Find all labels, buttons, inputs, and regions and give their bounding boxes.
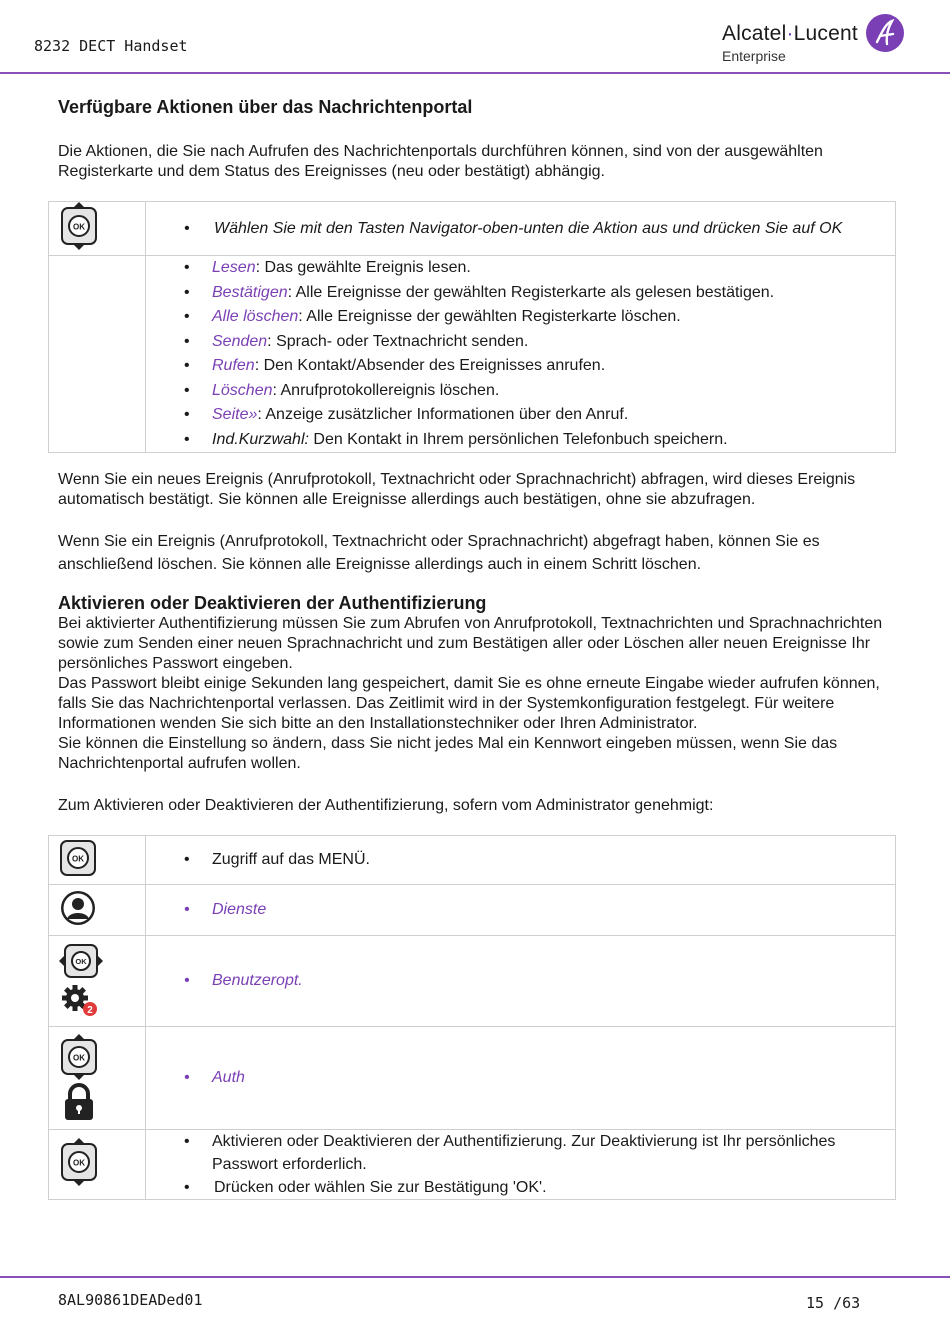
step-services: • Dienste <box>146 900 885 920</box>
lock-icon <box>59 1082 99 1122</box>
auth-body-3: Sie können die Einstellung so ändern, dass Sie nicht jedes Mal ein Kennwort eingeben müssen, wenn Sie das Nachrichtenportal aufrufen wollen. <box>58 735 838 772</box>
action-item: • Rufen: Den Kontakt/Absender des Ereignisses anrufen. <box>146 354 885 379</box>
step-confirm: • Drücken oder wählen Sie zur Bestätigung 'OK'. <box>146 1176 885 1199</box>
paragraph-delete: Wenn Sie ein Ereignis (Anrufprotokoll, Textnachricht oder Sprachnachricht) abgefragt haben, können Sie es anschließend löschen. Sie können alle Ereignisse allerdings auch in einem Schritt löschen. <box>58 533 820 573</box>
icon-cell <box>49 1027 146 1130</box>
action-item: • Ind.Kurzwahl: Den Kontakt in Ihrem persönlichen Telefonbuch speichern. <box>146 428 885 453</box>
step-user-options: • Benutzeropt. <box>146 971 885 991</box>
contact-person-icon <box>59 889 97 927</box>
auth-body-1: Bei aktivierter Authentifizierung müssen Sie zum Abrufen von Anrufprotokoll, Textnachrichten und Sprachnachrichten sowie zum Senden einer neuen Sprachnachricht und zum Bestätigen aller oder Löschen aller neuen Ereignisse Ihr persönliches Passwort eingeben. <box>58 615 883 672</box>
icon-cell <box>49 202 146 256</box>
intro-paragraph: Die Aktionen, die Sie nach Aufrufen des Nachrichtenportals durchführen können, sind von der ausgewählten Registerkarte und dem Status des Ereignisses (neu oder bestätigt) abhängig. <box>58 143 823 180</box>
section-heading-actions: Verfügbare Aktionen über das Nachrichtenportal <box>58 97 473 117</box>
footer-rule <box>0 1276 950 1278</box>
empty-icon-cell <box>49 256 146 453</box>
icon-cell <box>49 836 146 885</box>
svg-text:OK: OK <box>73 222 85 232</box>
step-cell <box>146 936 896 1027</box>
paragraph-auto-confirm: Wenn Sie ein neues Ereignis (Anrufprotokoll, Textnachricht oder Sprachnachricht) abfragen, wird dieses Ereignis automatisch bestätigt. Sie können alle Ereignisse allerdings auch bestätigen, ohne sie abzufragen. <box>58 471 856 508</box>
ok-key-icon <box>59 839 97 877</box>
auth-body-paragraph <box>58 614 903 774</box>
logo-mark-icon <box>866 14 904 52</box>
instruction-item: • Wählen Sie mit den Tasten Navigator-oben-unten die Aktion aus und drücken Sie auf OK <box>146 219 885 239</box>
header-title: 8232 DECT Handset <box>34 37 188 55</box>
action-item: • Senden: Sprach- oder Textnachricht senden. <box>146 330 885 355</box>
auth-body-2: Das Passwort bleibt einige Sekunden lang gespeichert, damit Sie es ohne erneute Eingabe wieder aufrufen können, falls Sie das Nachrichtenportal verlassen. Das Zeitlimit wird in der Systemkonfiguration festgelegt. Für weitere Informationen wenden Sie sich bitte an den Installationstechniker oder Ihren Administrator. <box>58 675 880 732</box>
gear-icon <box>59 980 103 1018</box>
nav-updown-ok-icon <box>59 1034 99 1080</box>
step-menu: • Zugriff auf das MENÜ. <box>146 850 885 870</box>
step-cell <box>146 1027 896 1130</box>
step-cell <box>146 836 896 885</box>
step-cell <box>146 1130 896 1200</box>
nav-leftright-ok-icon <box>59 944 103 978</box>
svg-text:OK: OK <box>73 1053 85 1063</box>
icon-cell <box>49 936 146 1027</box>
action-item: • Seite»: Anzeige zusätzlicher Informationen über den Anruf. <box>146 403 885 428</box>
actions-table <box>48 201 896 453</box>
gear-badge: 2 <box>87 1005 93 1016</box>
step-auth: • Auth <box>146 1068 885 1088</box>
instruction-cell <box>146 202 896 256</box>
nav-updown-ok-icon <box>59 202 99 250</box>
action-item: • Löschen: Anrufprotokollereignis löschen. <box>146 379 885 404</box>
action-item: • Alle löschen: Alle Ereignisse der gewählten Registerkarte löschen. <box>146 305 885 330</box>
icon-cell <box>49 885 146 936</box>
nav-updown-ok-icon <box>59 1138 99 1186</box>
step-cell <box>146 885 896 936</box>
footer-doc-id: 8AL90861DEADed01 <box>58 1291 203 1309</box>
action-item: • Lesen: Das gewählte Ereignis lesen. <box>146 256 885 281</box>
svg-text:OK: OK <box>73 1158 85 1168</box>
footer-page-number: 15 /63 <box>806 1294 861 1312</box>
logo-subtitle: Enterprise <box>722 48 786 64</box>
step-toggle-auth: • Aktivieren oder Deaktivieren der Authentifizierung. Zur Deaktivierung ist Ihr persönliches Passwort erforderlich. <box>146 1130 885 1176</box>
svg-text:OK: OK <box>75 957 87 966</box>
auth-steps-table <box>48 835 896 1200</box>
auth-lead-paragraph: Zum Aktivieren oder Deaktivieren der Authentifizierung, sofern vom Administrator genehmigt: <box>58 797 714 814</box>
logo-brand: Alcatel·Lucent <box>722 22 858 45</box>
actions-list-cell <box>146 256 896 453</box>
section-heading-auth: Aktivieren oder Deaktivieren der Authentifizierung <box>58 593 487 613</box>
header-rule <box>0 72 950 74</box>
action-item: • Bestätigen: Alle Ereignisse der gewählten Registerkarte als gelesen bestätigen. <box>146 281 885 306</box>
icon-cell <box>49 1130 146 1200</box>
company-logo <box>722 14 912 66</box>
svg-text:OK: OK <box>72 854 84 863</box>
